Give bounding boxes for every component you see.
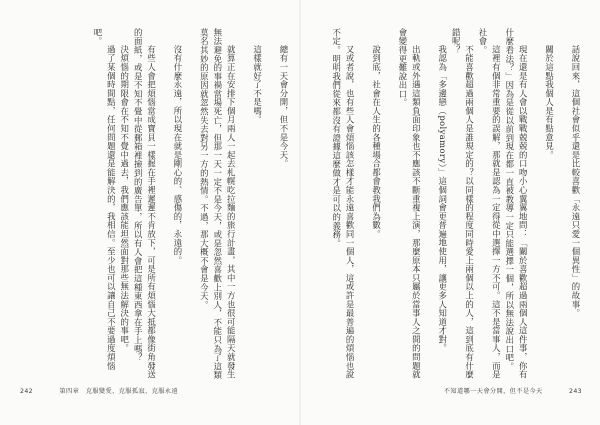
- page-number: 242: [20, 388, 34, 395]
- left-page: [20, 28, 290, 380]
- paragraph: 總有一天會分開，但不是今天。: [279, 44, 289, 168]
- paragraph: 出軌或外遇這類負面印象也不應該不斷重複上演，那麼原本只屬於當事人之間的問題就會變得更難說出口。: [397, 28, 422, 379]
- page-gutter: [299, 0, 301, 425]
- paragraph: 關於這點我個人是有點意見。: [544, 44, 555, 160]
- paragraph: 沒有什麼永遠，所以現在就是剛心的、感傷的，永遠的。: [172, 44, 183, 265]
- paragraph: 不能喜歡超過兩個人是誰規定的？以同樣的程度同時愛上兩個以上的人，這到底有什麼錯呢？: [451, 28, 475, 379]
- page-number: 243: [568, 388, 582, 395]
- paragraph: 這裡有個非常重要的誤解，那就是認為一定得從中選擇一方不可。這不是當事人，而是社會。: [477, 28, 502, 379]
- paragraph: 這樣就好了不是嗎。: [252, 44, 263, 124]
- paragraph: 話說回來，這個社會似乎還是比較喜歡「永遠只愛一個異性」的故事。: [571, 44, 581, 318]
- paragraph: 說到底，社會在人生的各種場合都會教我們為數。: [371, 44, 382, 239]
- paragraph: 就算正在安排下個月兩人一起去札幌吃拉麵的旅行計畫，其中一方也很可能隔天就發生無法避免的事禍當場死亡，但那一天一定不是今天，或是忽然喜歡上別人，不能只為了這類莫名其妙的原因就忽然失去對另一方的熱情。不過，那大概不會是今天。: [199, 28, 237, 380]
- left-page-footer: [20, 386, 178, 395]
- paragraph: 我認為「多邊戀（polyamory）」這個詞會更普遍地使用，讓更多人知道才對。: [437, 44, 448, 353]
- right-page: [312, 28, 582, 380]
- paragraph: 過了某個時間點，任何問題還是能解決的，我相信。至少也可以讓自己不要過度煩惱吧。: [92, 28, 117, 371]
- running-head: 第四章 克服變愛、克服孤寂、克服永遠: [59, 388, 178, 395]
- paragraph: 又或者說，也有些人會煩惱該怎樣才能永遠喜歡同一個人，這或許是最普遍的煩惱也說不定。明明我們從來都沒有證據這麼做才是可以的義務。: [331, 28, 356, 379]
- right-page-text: [312, 28, 582, 380]
- right-page-footer: [444, 386, 582, 395]
- left-page-text: [20, 28, 290, 380]
- paragraph: 現在還是有人會以戰戰兢兢的口吻小心翼翼地問：「關於喜歡超過兩個人這件事，你有什麼看法？」因為是從以前到現在都一直被教導一定只能選擇一個，所以無法說出口吧。: [504, 28, 529, 379]
- running-head: 不知道哪一天會分開，但不是今天: [443, 388, 543, 395]
- paragraph: 有些人會把煩惱當成寶貝一樣握在手裡遲遲不肯放下，可是所有煩惱大抵都像街角發送的面紙，或是不知不覺中從郵箱裡撿到的廣告單，所以有人會把這種東西拿在手上嗎？: [133, 28, 157, 379]
- paragraph: 決煩惱的期限會在不知不覺中過去，我們應該能坦然面對那些無法解決的事吧。: [119, 44, 130, 353]
